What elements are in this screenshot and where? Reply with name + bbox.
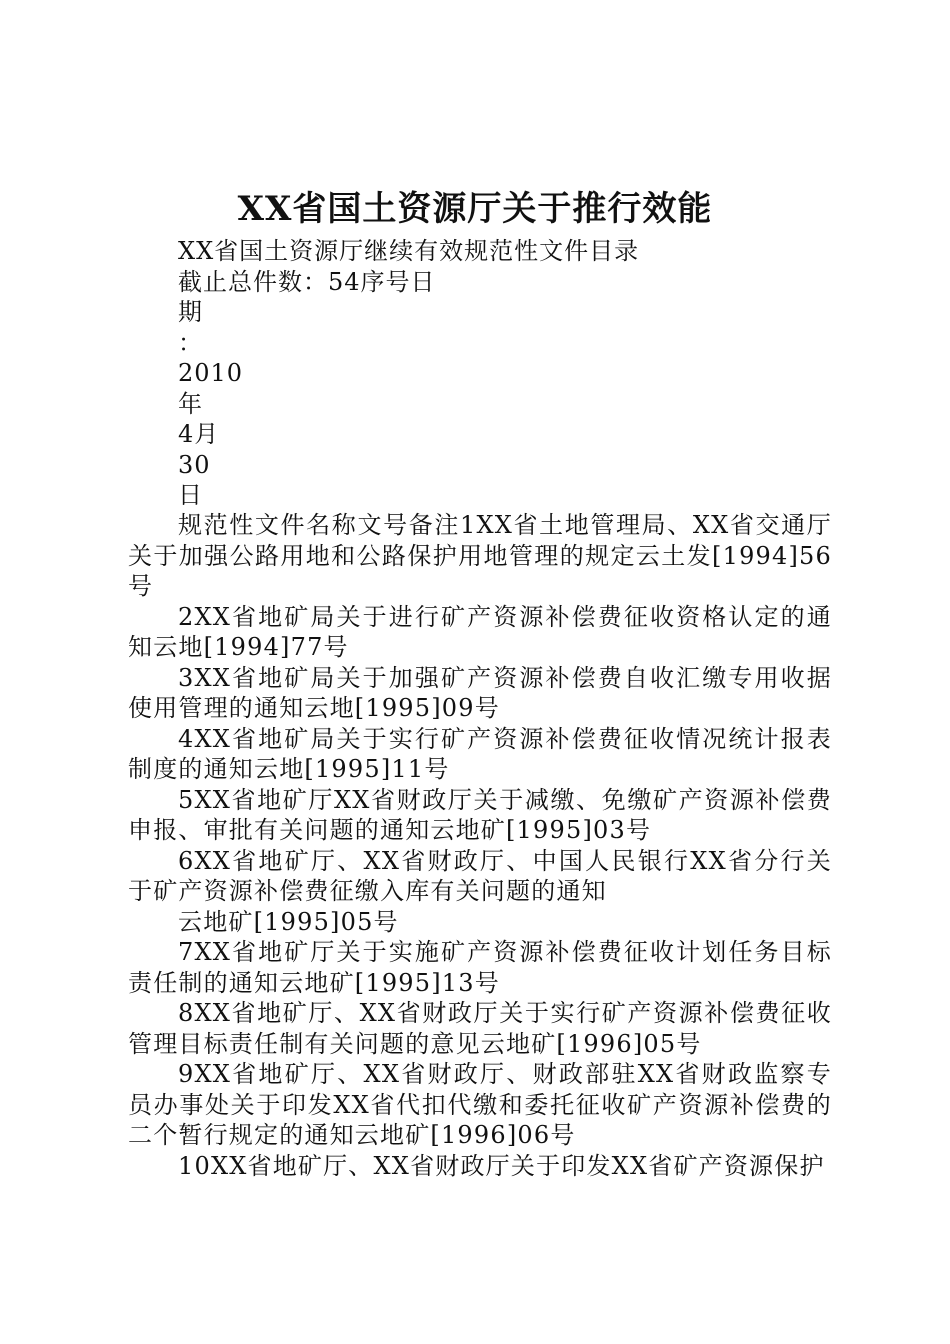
document-meta	[178, 236, 838, 511]
meta-line: 截止总件数：54序号日	[178, 267, 436, 296]
paragraph: 10XX省地矿厅、XX省财政厅关于印发XX省矿产资源保护	[178, 1151, 825, 1180]
meta-line: 年	[178, 389, 203, 418]
paragraph: 云地矿[1995]05号	[178, 907, 399, 936]
meta-line: 期	[178, 298, 203, 326]
meta-line: 2010	[178, 359, 244, 387]
paragraph: 9XX省地矿厅、XX省财政厅、财政部驻XX省财政监察专员办事处关于印发XX省代扣代缴和委托征收矿产资源补偿费的二个暂行规定的通知云地矿[1996]06号	[128, 1060, 832, 1149]
meta-line: ：	[178, 328, 203, 357]
document-title: XX省国土资源厅关于推行效能	[237, 189, 713, 229]
paragraph: 4XX省地矿局关于实行矿产资源补偿费征收情况统计报表制度的通知云地[1995]11号	[128, 724, 832, 783]
meta-line: 4月	[178, 420, 220, 448]
paragraph: 2XX省地矿局关于进行矿产资源补偿费征收资格认定的通知云地[1994]77号	[128, 602, 832, 661]
paragraph: 3XX省地矿局关于加强矿产资源补偿费自收汇缴专用收据使用管理的通知云地[1995]09号	[128, 663, 832, 722]
paragraph: 5XX省地矿厅XX省财政厅关于减缴、免缴矿产资源补偿费申报、审批有关问题的通知云地矿[1995]03号	[128, 785, 832, 844]
paragraph: 规范性文件名称文号备注1XX省土地管理局、XX省交通厅关于加强公路用地和公路保护用地管理的规定云土发[1994]56号	[128, 511, 832, 600]
meta-line: 日	[178, 481, 203, 509]
meta-line: 30	[178, 450, 211, 479]
meta-line: XX省国土资源厅继续有效规范性文件目录	[178, 237, 640, 265]
document-body	[128, 510, 832, 1181]
paragraph: 8XX省地矿厅、XX省财政厅关于实行矿产资源补偿费征收管理目标责任制有关问题的意见云地矿[1996]05号	[128, 999, 832, 1058]
paragraph: 6XX省地矿厅、XX省财政厅、中国人民银行XX省分行关于矿产资源补偿费征缴入库有关问题的通知	[128, 846, 832, 905]
paragraph: 7XX省地矿厅关于实施矿产资源补偿费征收计划任务目标责任制的通知云地矿[1995]13号	[128, 938, 832, 997]
